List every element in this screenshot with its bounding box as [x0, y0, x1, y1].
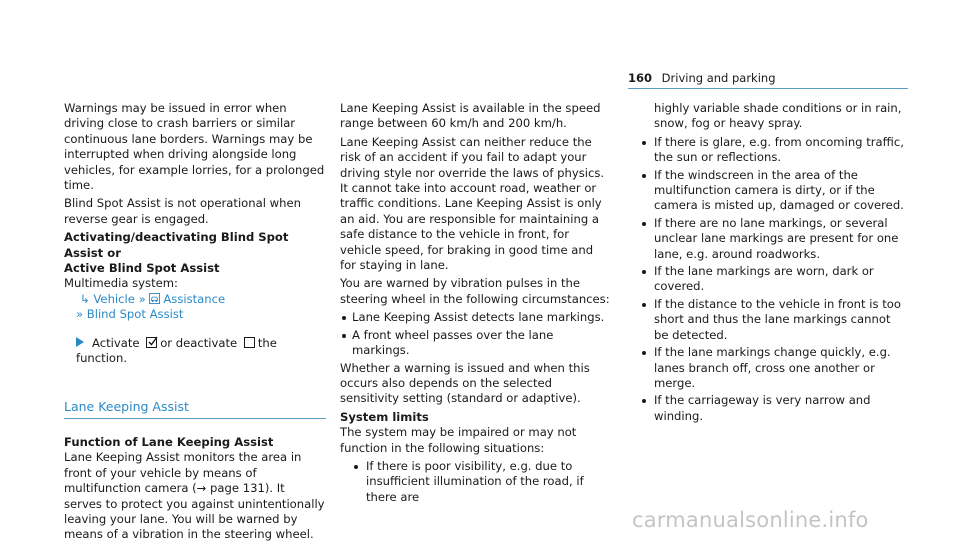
list-item: If the carriageway is very narrow and winding.: [640, 393, 908, 424]
paragraph: Lane Keeping Assist monitors the area in front of your vehicle by means of multifunction camera (→ page 131). It serves to protect you against unintentionally leaving your lane. You will be warned by means of a vibration in the steering wheel.: [64, 450, 325, 542]
heading: Activating/deactivating Blind Spot Assist or: [64, 230, 289, 260]
bullet-list: [628, 135, 908, 424]
list-item: If the distance to the vehicle in front is too short and thus the lane markings cannot be detected.: [640, 297, 908, 343]
checked-checkbox-icon: [146, 337, 157, 348]
nav-vehicle: Vehicle: [93, 291, 135, 306]
list-item: A front wheel passes over the lane markings.: [340, 328, 612, 359]
section-heading: Lane Keeping Assist: [64, 398, 189, 414]
subheading: Function of Lane Keeping Assist: [64, 434, 274, 449]
nav-path-line-1: [64, 292, 326, 307]
column-1: [64, 101, 326, 546]
page-header: [628, 71, 776, 85]
paragraph: Multimedia system:: [64, 276, 178, 291]
action-step: [64, 336, 326, 367]
list-item: If the lane markings are worn, dark or covered.: [640, 264, 908, 295]
list-item: If the windscreen in the area of the multifunction camera is dirty, or if the camera is misted up, damaged or covered.: [640, 168, 908, 214]
column-2: [340, 101, 612, 507]
nav-blind-spot-assist: Blind Spot Assist: [86, 307, 184, 322]
action-text: or deactivate: [160, 335, 238, 350]
paragraph: Whether a warning is issued and when this occurs also depends on the selected sensitivity setting (standard or adaptive).: [340, 360, 590, 406]
car-icon: [149, 293, 160, 304]
list-item: If there are no lane markings, or several unclear lane markings are present for one lane, e.g. around roadworks.: [640, 216, 908, 262]
page-number: 160: [628, 71, 653, 85]
column-3: [628, 101, 908, 426]
double-chevron-icon: »: [138, 291, 146, 306]
paragraph: Lane Keeping Assist is available in the speed range between 60 km/h and 200 km/h.: [340, 101, 601, 131]
list-item: Lane Keeping Assist detects lane markings.: [340, 310, 612, 325]
paragraph: You are warned by vibration pulses in the steering wheel in the following circumstances:: [340, 276, 610, 306]
continued-text: highly variable shade conditions or in rain, snow, fog or heavy spray.: [654, 101, 902, 131]
list-item: If there is glare, e.g. from oncoming traffic, the sun or reflections.: [640, 135, 908, 166]
double-chevron-icon: »: [76, 307, 84, 322]
list-item: If the lane markings change quickly, e.g. lanes branch off, cross one another or merge.: [640, 345, 908, 391]
bullet-list: [340, 459, 612, 505]
bullet-list: [340, 310, 612, 358]
return-arrow-icon: ↳: [80, 291, 90, 306]
paragraph: Lane Keeping Assist can neither reduce the risk of an accident if you fail to adapt your driving style nor override the laws of physics. It cannot take into account road, weather or traffic conditions. Lane Keeping Assist is only an aid. You are responsible for maintaining a safe distance to the vehicle in front, for vehicle speed, for braking in good time and for staying in lane.: [340, 134, 605, 273]
list-item: If there is poor visibility, e.g. due to insufficient illumination of the road, if there are: [352, 459, 612, 505]
nav-path-line-2: [64, 307, 326, 322]
paragraph: Blind Spot Assist is not operational when reverse gear is engaged.: [64, 196, 301, 226]
header-rule: [628, 88, 908, 89]
action-text: Activate: [92, 335, 140, 350]
section-rule: [64, 418, 326, 419]
action-text: the function.: [76, 335, 277, 366]
heading: System limits: [340, 409, 429, 424]
paragraph: The system may be impaired or may not function in the following situations:: [340, 425, 577, 455]
action-triangle-icon: [76, 337, 84, 347]
heading: Active Blind Spot Assist: [64, 261, 220, 276]
empty-checkbox-icon: [244, 337, 255, 348]
watermark: carmanualsonline.info: [632, 508, 869, 532]
nav-assistance: Assistance: [163, 291, 226, 306]
section-title-header: Driving and parking: [661, 71, 776, 85]
paragraph: Warnings may be issued in error when driving close to crash barriers or similar continuous lane borders. Warnings may be interrupted when driving alongside long vehicles, for example lorries, for a prolonged time.: [64, 101, 325, 193]
